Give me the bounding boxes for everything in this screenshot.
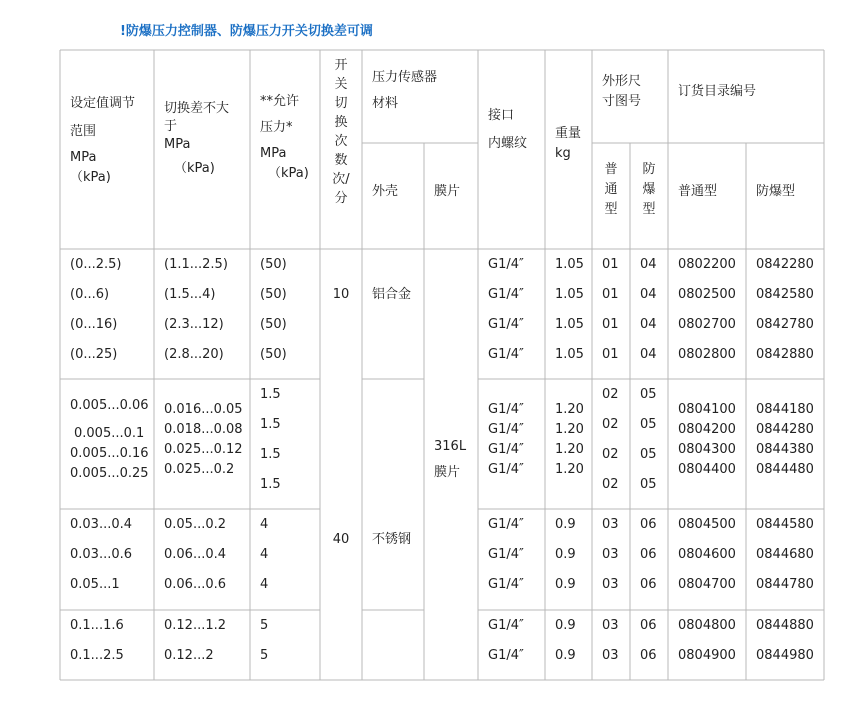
table-cell: 1.05 [555,347,584,362]
table-cell: 0804900 [678,648,736,663]
header-text-line: 次 [334,134,348,149]
table-cell: G1/4″ [488,402,524,417]
table-cell: 1.5 [260,387,281,402]
table-cell: 0.005...0.06 [70,398,149,413]
table-cell: 0804300 [678,442,736,457]
header-text-line: 型 [642,202,656,217]
table-cell: G1/4″ [488,442,524,457]
table-cell: (50) [260,347,287,362]
header-text-line: 材料 [372,96,399,111]
header-text-line: 接口 [488,108,515,123]
switch-frequency-10: 10 [332,287,350,302]
table-cell: 1.05 [555,257,584,272]
table-cell: 0802200 [678,257,736,272]
table-cell: 0.03...0.4 [70,517,133,532]
table-cell: 0.025...0.2 [164,462,235,477]
table-cell: 0.018...0.08 [164,422,243,437]
table-cell: G1/4″ [488,347,524,362]
header-text-line: 内螺纹 [488,136,528,151]
header-port [488,106,527,154]
header-text-line: 切 [334,96,348,111]
table-cell: 0844280 [756,422,814,437]
table-cell: 1.20 [555,442,584,457]
table-cell: 1.05 [555,287,584,302]
header-dimension-drawing [602,72,641,112]
table-cell: 0844680 [756,547,814,562]
header-weight [555,124,581,164]
table-cell: 03 [602,618,619,633]
header-text-line: 寸图号 [602,94,642,109]
header-text-line: 压力* [260,120,293,135]
table-cell: 0844980 [756,648,814,663]
header-text-line: 普 [604,162,618,177]
table-cell: (0...16) [70,317,118,332]
header-text-line: 换 [334,115,348,130]
header-text-line: 爆 [642,182,656,197]
table-cell: 03 [602,517,619,532]
table-cell: (2.8...20) [164,347,224,362]
header-text-line: 设定值调节 [70,96,136,111]
header-text-line: 次/ [332,172,350,187]
page-title: !防爆压力控制器、防爆压力开关切换差可调 [120,24,373,39]
table-cell: 0.005...0.25 [70,466,149,481]
header-diaphragm: 膜片 [434,184,461,199]
table-cell: 0.12...1.2 [164,618,227,633]
table-cell: 04 [640,257,657,272]
header-dims-explosion-proof [636,160,662,220]
table-cell: 06 [640,577,657,592]
table-cell: 01 [602,347,619,362]
table-cell: 02 [602,387,619,402]
header-text-line: 膜片 [434,465,461,480]
table-cell: 06 [640,547,657,562]
table-cell: 0804700 [678,577,736,592]
table-cell: 0842880 [756,347,814,362]
header-text-line: MPa [260,146,287,161]
table-cell: 0.9 [555,547,576,562]
table-cell: 0.005...0.16 [70,446,149,461]
table-cell: 1.20 [555,422,584,437]
header-order-normal: 普通型 [678,184,718,199]
table-cell: 05 [640,387,657,402]
switch-frequency-40: 40 [332,532,350,547]
header-text-line: 压力传感器 [372,70,438,85]
table-cell: 1.5 [260,477,281,492]
header-text-line: 通 [604,182,618,197]
table-cell: 0802700 [678,317,736,332]
table-cell: 4 [260,517,269,532]
table-cell: 04 [640,317,657,332]
header-text-line: （kPa) [268,166,309,181]
table-cell: 0.06...0.6 [164,577,227,592]
table-cell: 01 [602,257,619,272]
table-cell: 1.20 [555,462,584,477]
table-cell: (0...25) [70,347,118,362]
table-cell: 02 [602,477,619,492]
diaphragm-316l [434,434,466,486]
header-text-line: 开 [334,58,348,73]
table-cell: 04 [640,287,657,302]
table-cell: 05 [640,447,657,462]
table-cell: 0.025...0.12 [164,442,243,457]
table-cell: 05 [640,477,657,492]
header-text-line: MPa [164,137,191,152]
table-cell: G1/4″ [488,287,524,302]
table-cell: 02 [602,417,619,432]
header-text-line: 外形尺 [602,74,642,89]
table-cell: 0844880 [756,618,814,633]
header-shell: 外壳 [372,184,399,199]
table-cell: 01 [602,287,619,302]
header-switch-diff [164,100,229,178]
table-cell: 0.9 [555,517,576,532]
header-text-line: 重量 [555,126,582,141]
table-cell: 0.1...2.5 [70,648,124,663]
header-text-line: 型 [604,202,618,217]
table-cell: (0...2.5) [70,257,122,272]
table-cell: 1.5 [260,447,281,462]
header-text-line: 316L [434,439,467,454]
header-text-line: 切换差不大 [164,101,230,116]
table-cell: G1/4″ [488,577,524,592]
table-cell: G1/4″ [488,547,524,562]
table-cell: 0.05...1 [70,577,120,592]
header-sensor-material [372,68,437,114]
table-cell: 5 [260,648,269,663]
table-cell: 0.9 [555,577,576,592]
material-aluminum: 铝合金 [372,287,412,302]
table-cell: 0.06...0.4 [164,547,227,562]
table-cell: 06 [640,517,657,532]
table-cell: 0.005...0.1 [74,426,145,441]
table-cell: 0804100 [678,402,736,417]
table-cell: 0804800 [678,618,736,633]
table-cell: G1/4″ [488,257,524,272]
header-text-line: **允许 [260,94,300,109]
table-cell: 5 [260,618,269,633]
table-cell: 0842280 [756,257,814,272]
header-dims-normal [598,160,624,220]
table-cell: 0844780 [756,577,814,592]
table-cell: 0.9 [555,618,576,633]
table-cell: 05 [640,417,657,432]
header-text-line: 数 [334,153,348,168]
table-cell: 1.05 [555,317,584,332]
header-text-line: （kPa) [174,161,215,176]
header-setpoint [70,94,135,188]
header-text-line: 分 [334,191,348,206]
table-cell: (50) [260,257,287,272]
table-cell: 0844380 [756,442,814,457]
header-text-line: （kPa) [70,170,111,185]
header-text-line: 防 [642,162,656,177]
table-cell: (1.5...4) [164,287,216,302]
table-cell: (2.3...12) [164,317,224,332]
table-cell: (1.1...2.5) [164,257,228,272]
table-cell: 0.12...2 [164,648,214,663]
table-cell: 0.9 [555,648,576,663]
table-cell: G1/4″ [488,618,524,633]
table-cell: 0842580 [756,287,814,302]
table-cell: G1/4″ [488,517,524,532]
table-cell: 0804400 [678,462,736,477]
table-cell: 0804200 [678,422,736,437]
table-cell: 0804600 [678,547,736,562]
header-order-number: 订货目录编号 [678,84,757,99]
header-text-line: 于 [164,119,178,134]
header-allowed-pressure [260,92,309,184]
table-cell: 0804500 [678,517,736,532]
table-cell: 0844580 [756,517,814,532]
table-cell: 0802500 [678,287,736,302]
table-cell: 0.1...1.6 [70,618,124,633]
header-text-line: 范围 [70,124,97,139]
table-cell: 0.016...0.05 [164,402,243,417]
table-cell: 0842780 [756,317,814,332]
table-cell: 06 [640,618,657,633]
table-cell: 03 [602,547,619,562]
table-cell: 4 [260,547,269,562]
table-cell: 06 [640,648,657,663]
table-cell: 1.20 [555,402,584,417]
table-cell: 03 [602,648,619,663]
table-cell: G1/4″ [488,648,524,663]
table-cell: 0.05...0.2 [164,517,227,532]
table-cell: 0844480 [756,462,814,477]
header-text-line: 关 [334,77,348,92]
table-cell: 1.5 [260,417,281,432]
table-cell: 0.03...0.6 [70,547,133,562]
table-cell: (50) [260,317,287,332]
table-cell: G1/4″ [488,422,524,437]
table-cell: (0...6) [70,287,110,302]
table-cell: 4 [260,577,269,592]
header-switch-frequency [328,56,354,208]
table-cell: 02 [602,447,619,462]
header-text-line: MPa [70,150,97,165]
table-cell: 0802800 [678,347,736,362]
table-cell: 04 [640,347,657,362]
table-cell: 01 [602,317,619,332]
table-cell: (50) [260,287,287,302]
table-cell: 0844180 [756,402,814,417]
material-stainless: 不锈钢 [372,532,412,547]
table-cell: 03 [602,577,619,592]
table-cell: G1/4″ [488,317,524,332]
header-text-line: kg [555,146,571,161]
header-order-explosion-proof: 防爆型 [756,184,796,199]
table-cell: G1/4″ [488,462,524,477]
